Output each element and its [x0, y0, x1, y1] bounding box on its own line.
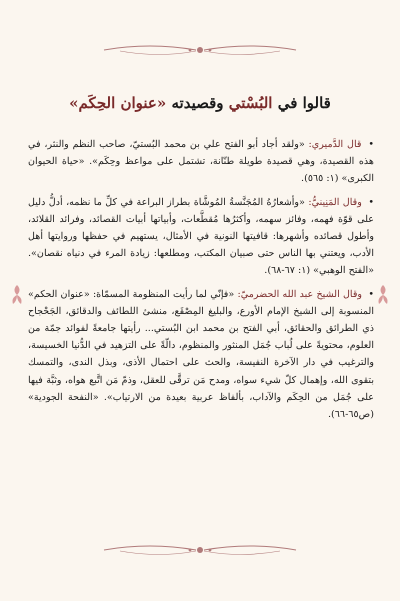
quote-paragraph	[28, 286, 374, 424]
quote-text: «وأشعارُهُ المُجَنَّسةُ المُوشَّاة بطراز البراعة في كلِّ ما نظمه، أدلُّ دليل على قوّة فهمه، وفائز سهمه، وأكثرُها مُقطَّعات، وأبياتها أبيات القصائد، وفرائد القلائد، وأطول قصائده وأشهرها: قافيتها النونية في الأمثال، يستهيم في حفظها وروايتها أهل الأدب، ويعتني بها الناس حتى صبيان المكتب، ومطلعها: زيادة المرء في دنياه نقصان». «الفتح الوهبي» (١: ٦٧-٦٨).	[28, 196, 374, 277]
fleur-icon	[376, 284, 390, 306]
title-prefix: قالوا في	[277, 94, 331, 112]
page-title	[30, 94, 370, 112]
title-middle: وقصيدته	[171, 94, 224, 112]
quote-text: «فإنّي لما رأيت المنظومة المسمّاة: «عنوان الحكم» المنسوبة إلى الشيخ الإمام الأورع، والبليغ المِصْقَع، منشئ اللطائف والدقائق، الجَحْجاح ذي الطرائق والحقائق، أبي الفتح بن محمد ابن البُستي... رأيتها جامعةً لفوائد جمّة من العلوم، محتويةً على لُباب جُمَل المنثور والمنظوم، دالّةً على التزهيد في الدُّنيا الخسيسة، والترغيب في دار الآخرة النفيسة، والحث على احتمال الأذى، وبذل الندى، والتمسك بتقوى الله، وإهمال كلّ شيء سواه، ومدح مَن ترقَّى للعقل، وذمّ مَن اتَّبع هواه، وثبَّة فيها على جُمَل من الحِكَم والآداب، بألفاظ عربية بعيدة من الارتياب». «النفحة الجودية» (ص٦٥-٦٦).	[28, 288, 374, 421]
fleur-icon	[10, 284, 24, 306]
quote-paragraph	[28, 136, 374, 188]
title-work: «عنوان الحِكَم»	[69, 94, 167, 112]
bullet: •	[368, 139, 374, 150]
quotes-body	[28, 136, 374, 429]
bullet: •	[368, 288, 374, 300]
quote-text: «ولقد أجاد أبو الفتح علي بن محمد البُستيّ، صاحب النظم والنثر، في هذه القصيدة، وهي قصيدة طويلة طنّانة، تشتمل على مواعظ وحِكَم». «حياة الحيوان الكبرى» (١: ٥٦٥).	[28, 139, 374, 185]
bullet: •	[368, 196, 374, 208]
quote-paragraph	[28, 194, 374, 280]
quote-speaker: قال الدَّميري:	[308, 139, 362, 150]
quote-speaker: وقال المَنِينيُّ:	[308, 196, 362, 208]
ornament-divider-icon	[100, 540, 300, 560]
title-name: البُسْتي	[228, 94, 273, 112]
ornament-divider-icon	[100, 40, 300, 60]
quote-speaker: وقال الشيخ عبد الله الحضرميّ:	[237, 288, 363, 300]
